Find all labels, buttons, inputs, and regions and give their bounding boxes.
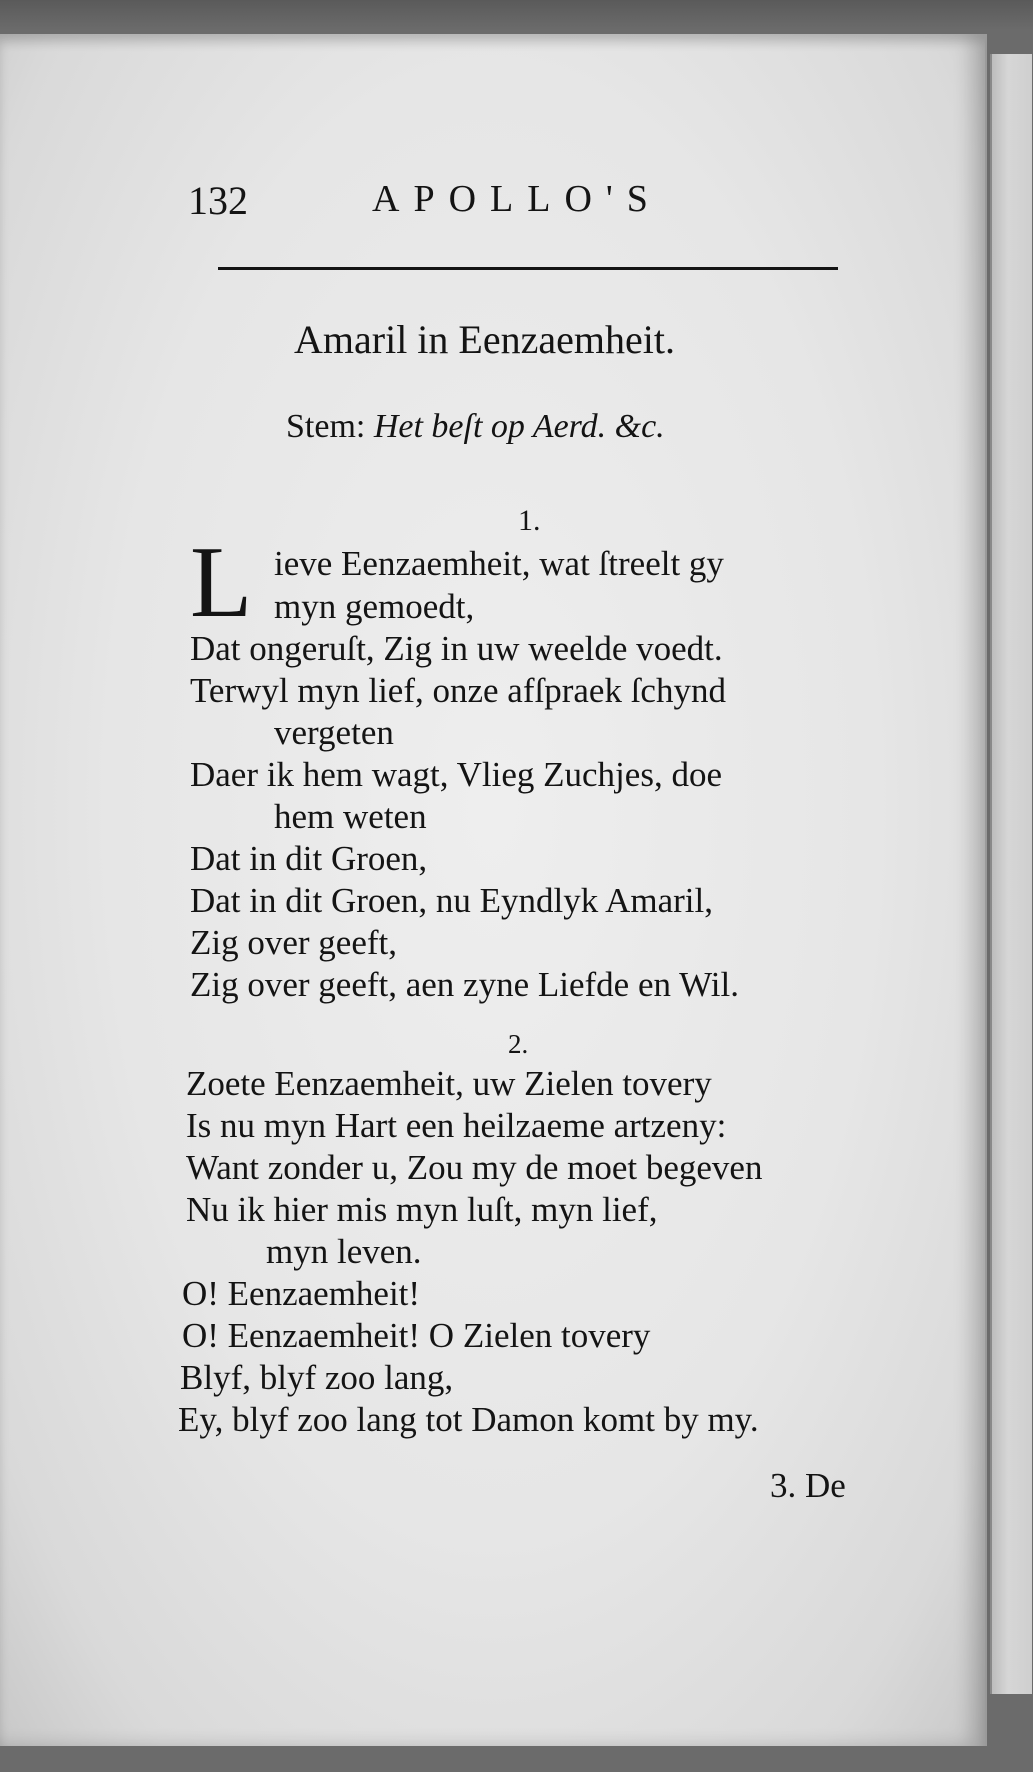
tune-line [286, 408, 665, 446]
drop-cap: L [190, 526, 253, 639]
verse-line: O! Eenzaemheit! [182, 1274, 421, 1313]
poem-title: Amaril in Eenzaemheit. [294, 317, 675, 362]
header-rule [218, 267, 838, 270]
verse-line: O! Eenzaemheit! O Zielen tovery [182, 1316, 651, 1355]
verse-line: Zig over geeft, [190, 923, 397, 962]
verse-line: Want zonder u, Zou my de moet begeven [186, 1148, 763, 1187]
verse-line: myn leven. [266, 1232, 422, 1271]
tune-text: Het beſt op Aerd. &c. [373, 408, 665, 445]
next-page-edge [990, 54, 1032, 1694]
verse-line: myn gemoedt, [274, 587, 475, 626]
verse-line: Blyf, blyf zoo lang, [180, 1358, 454, 1397]
tune-label: Stem: [286, 408, 366, 445]
stanza-number: 1. [518, 504, 541, 537]
page-number: 132 [188, 178, 248, 223]
verse-line: Is nu myn Hart een heilzaeme artzeny: [186, 1106, 727, 1145]
verse-line: vergeten [274, 713, 394, 752]
verse-line: Dat ongeruſt, Zig in uw weelde voedt. [190, 629, 723, 668]
verse-line: Daer ik hem wagt, Vlieg Zuchjes, doe [190, 755, 722, 794]
verse-line: Zig over geeft, aen zyne Liefde en Wil. [190, 965, 739, 1004]
catchword: 3. De [770, 1466, 846, 1505]
verse-line: Dat in dit Groen, nu Eyndlyk Amaril, [190, 881, 713, 920]
verse-line: Zoete Eenzaemheit, uw Zielen tovery [186, 1064, 712, 1103]
verse-line: hem weten [274, 797, 427, 836]
verse-line: Dat in dit Groen, [190, 839, 428, 878]
running-title: APOLLO'S [372, 178, 662, 220]
verse-line: Nu ik hier mis myn luſt, myn lief, [186, 1190, 658, 1229]
verse-line: Ey, blyf zoo lang tot Damon komt by my. [178, 1400, 759, 1439]
verse-line: Terwyl myn lief, onze afſpraek ſchynd [190, 671, 726, 710]
book-page [0, 34, 987, 1746]
stanza-number: 2. [508, 1029, 529, 1059]
verse-line: ieve Eenzaemheit, wat ſtreelt gy [274, 544, 724, 583]
